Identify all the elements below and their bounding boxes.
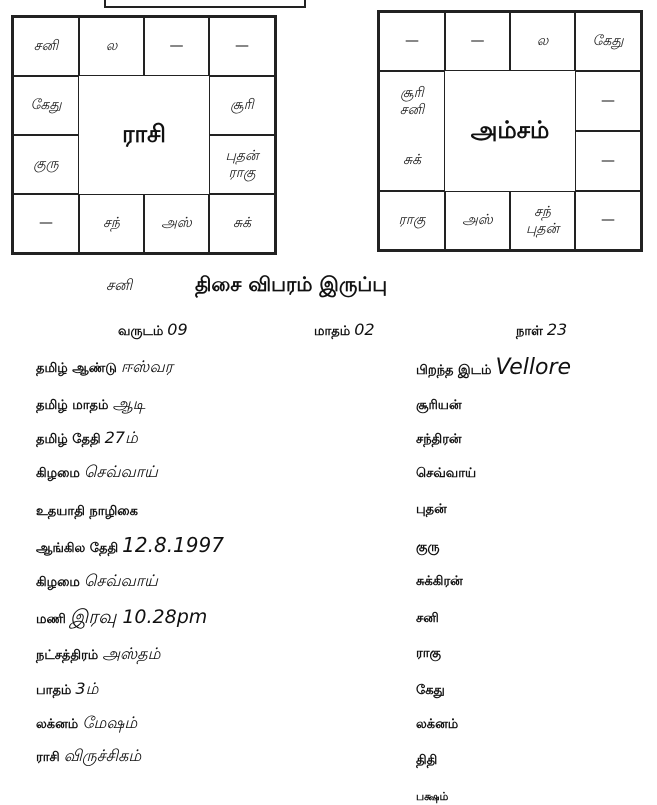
left-field-value: ஆடி bbox=[112, 394, 146, 413]
amsam-cell-10: அஸ் bbox=[445, 191, 510, 250]
left-field-value: செவ்வாய் bbox=[83, 462, 158, 481]
rasi-cell-11: அஸ் bbox=[144, 194, 209, 253]
rasi-cell-5: கேது bbox=[13, 76, 79, 135]
right-field-label: செவ்வாய் bbox=[416, 466, 477, 481]
rasi-cell-1: சனி bbox=[13, 17, 79, 76]
right-field-label: குரு bbox=[416, 540, 440, 555]
left-field-value: 27ம் bbox=[104, 428, 138, 447]
left-field-label: நட்சத்திரம் bbox=[36, 648, 99, 663]
left-field-row bbox=[36, 679, 98, 700]
rasi-cell-7: குரு bbox=[13, 135, 79, 194]
right-field-label: பிறந்த இடம் bbox=[416, 363, 492, 378]
right-field-row bbox=[416, 498, 451, 518]
left-field-value: 3ம் bbox=[75, 679, 99, 698]
left-field-row bbox=[36, 394, 145, 415]
left-field-value: 12.8.1997 bbox=[122, 533, 224, 557]
left-field-label: ஆங்கில தேதி bbox=[36, 541, 119, 556]
right-field-row bbox=[416, 570, 467, 590]
amsam-title: அம்சம் bbox=[470, 115, 550, 144]
amsam-cell-5: சூரி சனி bbox=[379, 71, 445, 131]
right-field-label: புதன் bbox=[416, 502, 447, 517]
left-field-row bbox=[36, 606, 207, 631]
rasi-cell-9: — bbox=[13, 194, 79, 253]
left-field-row bbox=[36, 357, 173, 378]
right-field-label: ராகு bbox=[416, 646, 441, 661]
right-field-label: லக்னம் bbox=[416, 717, 459, 732]
left-field-label: தமிழ் மாதம் bbox=[36, 398, 109, 413]
left-field-label: ராசி bbox=[36, 750, 60, 765]
left-field-value: விருச்சிகம் bbox=[63, 746, 142, 765]
dasa-day-value: 23 bbox=[546, 320, 568, 339]
rasi-cell-10: சந் bbox=[79, 194, 144, 253]
rasi-title: ராசி bbox=[122, 119, 166, 148]
left-field-row bbox=[36, 500, 142, 520]
amsam-cell-9: ராகு bbox=[379, 191, 445, 250]
rasi-cell-8: புதன் ராகு bbox=[209, 135, 275, 194]
dasa-planet: சனி bbox=[106, 276, 133, 294]
dasa-day bbox=[516, 320, 567, 340]
left-field-label: பாதம் bbox=[36, 683, 72, 698]
right-field-label: திதி bbox=[416, 753, 438, 768]
amsam-cell-2: — bbox=[445, 12, 510, 71]
right-field-row bbox=[416, 394, 466, 414]
right-field-row bbox=[416, 536, 444, 556]
left-field-row bbox=[36, 428, 138, 449]
amsam-cell-6: — bbox=[575, 71, 641, 131]
left-field-label: கிழமை bbox=[36, 575, 80, 590]
dasa-month-value: 02 bbox=[354, 320, 375, 339]
dasa-year-value: 09 bbox=[167, 320, 188, 339]
right-field-row bbox=[416, 607, 443, 627]
amsam-cell-1: — bbox=[379, 12, 445, 71]
amsam-cell-3: ல bbox=[510, 12, 575, 71]
left-field-label: தமிழ் தேதி bbox=[36, 432, 101, 447]
right-field-label: பக்ஷம் bbox=[416, 790, 449, 803]
amsam-chart bbox=[377, 10, 643, 252]
left-field-row bbox=[36, 746, 141, 767]
right-field-label: சூரியன் bbox=[416, 398, 462, 413]
right-field-label: சுக்கிரன் bbox=[416, 574, 463, 589]
right-field-row bbox=[416, 428, 466, 448]
left-field-label: லக்னம் bbox=[36, 717, 79, 732]
right-field-row bbox=[416, 642, 445, 662]
top-frame-fragment bbox=[104, 0, 306, 8]
left-field-label: மணி bbox=[36, 612, 66, 627]
right-field-label: சனி bbox=[416, 611, 439, 626]
amsam-cell-7: சுக் bbox=[379, 131, 445, 191]
dasa-year bbox=[118, 320, 188, 340]
left-field-row bbox=[36, 533, 224, 557]
rasi-chart bbox=[11, 15, 277, 255]
left-field-value: ஈஸ்வர bbox=[120, 357, 173, 376]
dasa-year-label: வருடம் bbox=[118, 324, 164, 339]
left-field-label: உதயாதி நாழிகை bbox=[36, 504, 138, 519]
left-field-row bbox=[36, 462, 158, 483]
amsam-cell-12: — bbox=[575, 191, 641, 250]
left-field-value: மேஷம் bbox=[82, 713, 138, 732]
left-field-label: தமிழ் ஆண்டு bbox=[36, 361, 117, 376]
right-field-row bbox=[416, 355, 571, 380]
dasa-month-label: மாதம் bbox=[314, 324, 351, 339]
right-field-row bbox=[416, 749, 441, 769]
rasi-cell-3: — bbox=[144, 17, 209, 76]
right-field-row bbox=[416, 679, 449, 699]
right-field-value: Vellore bbox=[495, 355, 572, 380]
amsam-cell-8: — bbox=[575, 131, 641, 191]
right-field-label: சந்திரன் bbox=[416, 432, 462, 447]
left-field-row bbox=[36, 713, 137, 734]
dasa-day-label: நாள் bbox=[516, 324, 543, 339]
left-field-value: செவ்வாய் bbox=[83, 571, 158, 590]
left-field-value: இரவு 10.28pm bbox=[69, 606, 208, 628]
right-field-label: கேது bbox=[416, 683, 445, 698]
dasa-month bbox=[314, 320, 375, 340]
amsam-cell-11: சந் புதன் bbox=[510, 191, 575, 250]
rasi-cell-12: சுக் bbox=[209, 194, 275, 253]
left-field-row bbox=[36, 571, 158, 592]
right-field-row bbox=[416, 785, 452, 805]
rasi-cell-6: சூரி bbox=[209, 76, 275, 135]
amsam-cell-4: கேது bbox=[575, 12, 641, 71]
left-field-row bbox=[36, 644, 160, 665]
dasa-heading: திசை விபரம் இருப்பு bbox=[195, 272, 388, 296]
left-field-label: கிழமை bbox=[36, 466, 80, 481]
rasi-cell-2: ல bbox=[79, 17, 144, 76]
right-field-row bbox=[416, 462, 480, 482]
rasi-cell-4: — bbox=[209, 17, 275, 76]
left-field-value: அஸ்தம் bbox=[102, 644, 161, 663]
right-field-row bbox=[416, 713, 462, 733]
